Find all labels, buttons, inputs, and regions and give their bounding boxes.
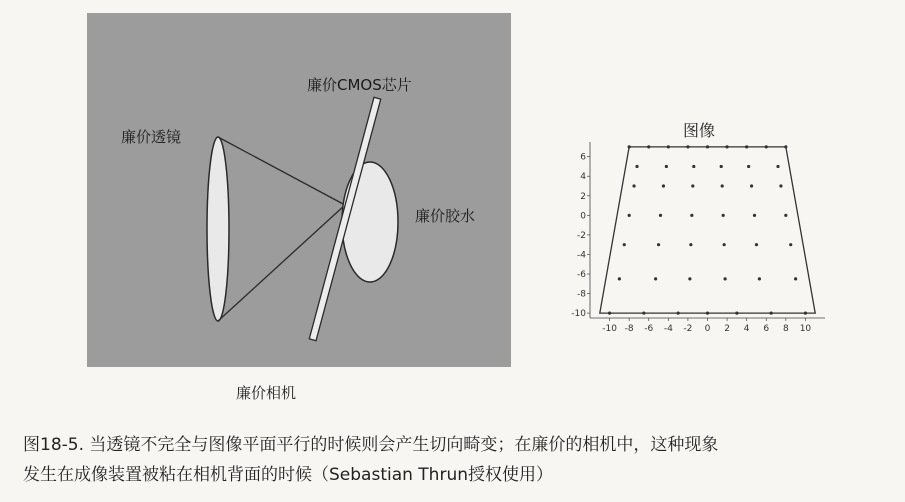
figure-caption [23,430,893,490]
x-tick-label: 10 [799,324,812,334]
data-point [665,165,668,168]
data-point [750,184,753,187]
data-point [758,277,761,280]
data-point [753,214,756,217]
cone-top-ray [218,137,345,205]
glue-label: 廉价胶水 [415,207,476,225]
y-tick-label: -4 [577,250,586,261]
data-point [618,277,621,280]
y-tick-label: -8 [577,289,586,300]
data-point [721,184,724,187]
data-point [647,145,650,148]
image-plot [560,118,850,343]
data-point [654,277,657,280]
data-point [686,145,689,148]
data-point [747,165,750,168]
x-tick-label: 2 [724,324,730,334]
data-point [720,165,723,168]
data-point [628,214,631,217]
glue-shape [342,162,398,282]
y-tick-label: 2 [580,191,586,202]
data-point [642,312,645,315]
x-tick-label: -10 [602,324,617,334]
data-point [662,184,665,187]
x-tick-label: 4 [743,324,750,334]
data-point [691,184,694,187]
data-point [692,165,695,168]
cmos-chip-label: 廉价CMOS芯片 [307,76,412,94]
x-tick-label: 6 [763,324,770,334]
data-point [722,214,725,217]
data-point [735,312,738,315]
data-point [765,145,768,148]
y-tick-label: 6 [580,152,586,163]
data-point [667,145,670,148]
data-point [725,145,728,148]
data-point [724,277,727,280]
data-point [635,165,638,168]
y-tick-label: -10 [571,309,586,320]
data-point [755,243,758,246]
data-point [657,243,660,246]
x-tick-label: -4 [663,324,673,334]
distortion-outline [600,147,815,313]
plot-title: 图像 [683,121,716,140]
data-point [689,243,692,246]
data-point [688,277,691,280]
data-point [784,145,787,148]
data-point [632,184,635,187]
x-tick-label: 0 [704,324,711,334]
x-tick-label: -6 [644,324,654,334]
data-point [779,184,782,187]
camera-diagram-drawing [87,13,511,367]
data-point [706,145,709,148]
cheap-camera-diagram [87,13,511,367]
x-tick-label: -2 [683,324,693,334]
lens-shape [207,137,229,321]
data-point [608,312,611,315]
y-tick-label: -6 [577,270,586,280]
left-figure-caption: 廉价相机 [236,384,297,402]
data-point [623,243,626,246]
lens-label: 廉价透镜 [121,128,182,146]
y-tick-label: -2 [577,230,586,241]
data-point [770,312,773,315]
x-tick-label: -8 [624,324,634,334]
plot-canvas [560,118,850,343]
caption-line-1: 图18-5. 当透镜不完全与图像平面平行的时候则会产生切向畸变；在廉价的相机中，这种现象 [23,435,719,455]
data-point [794,277,797,280]
data-point [677,312,680,315]
data-point [690,214,693,217]
data-point [789,243,792,246]
data-point [723,243,726,246]
data-point [776,165,779,168]
data-point [784,214,787,217]
data-point [804,312,807,315]
caption-line-2: 发生在成像装置被粘在相机背面的时候（Sebastian Thrun授权使用） [23,465,553,485]
x-tick-label: 8 [782,324,789,334]
data-point [745,145,748,148]
data-point [628,145,631,148]
y-tick-label: 0 [580,211,586,222]
y-tick-label: 4 [580,172,586,183]
data-point [706,312,709,315]
data-point [659,214,662,217]
